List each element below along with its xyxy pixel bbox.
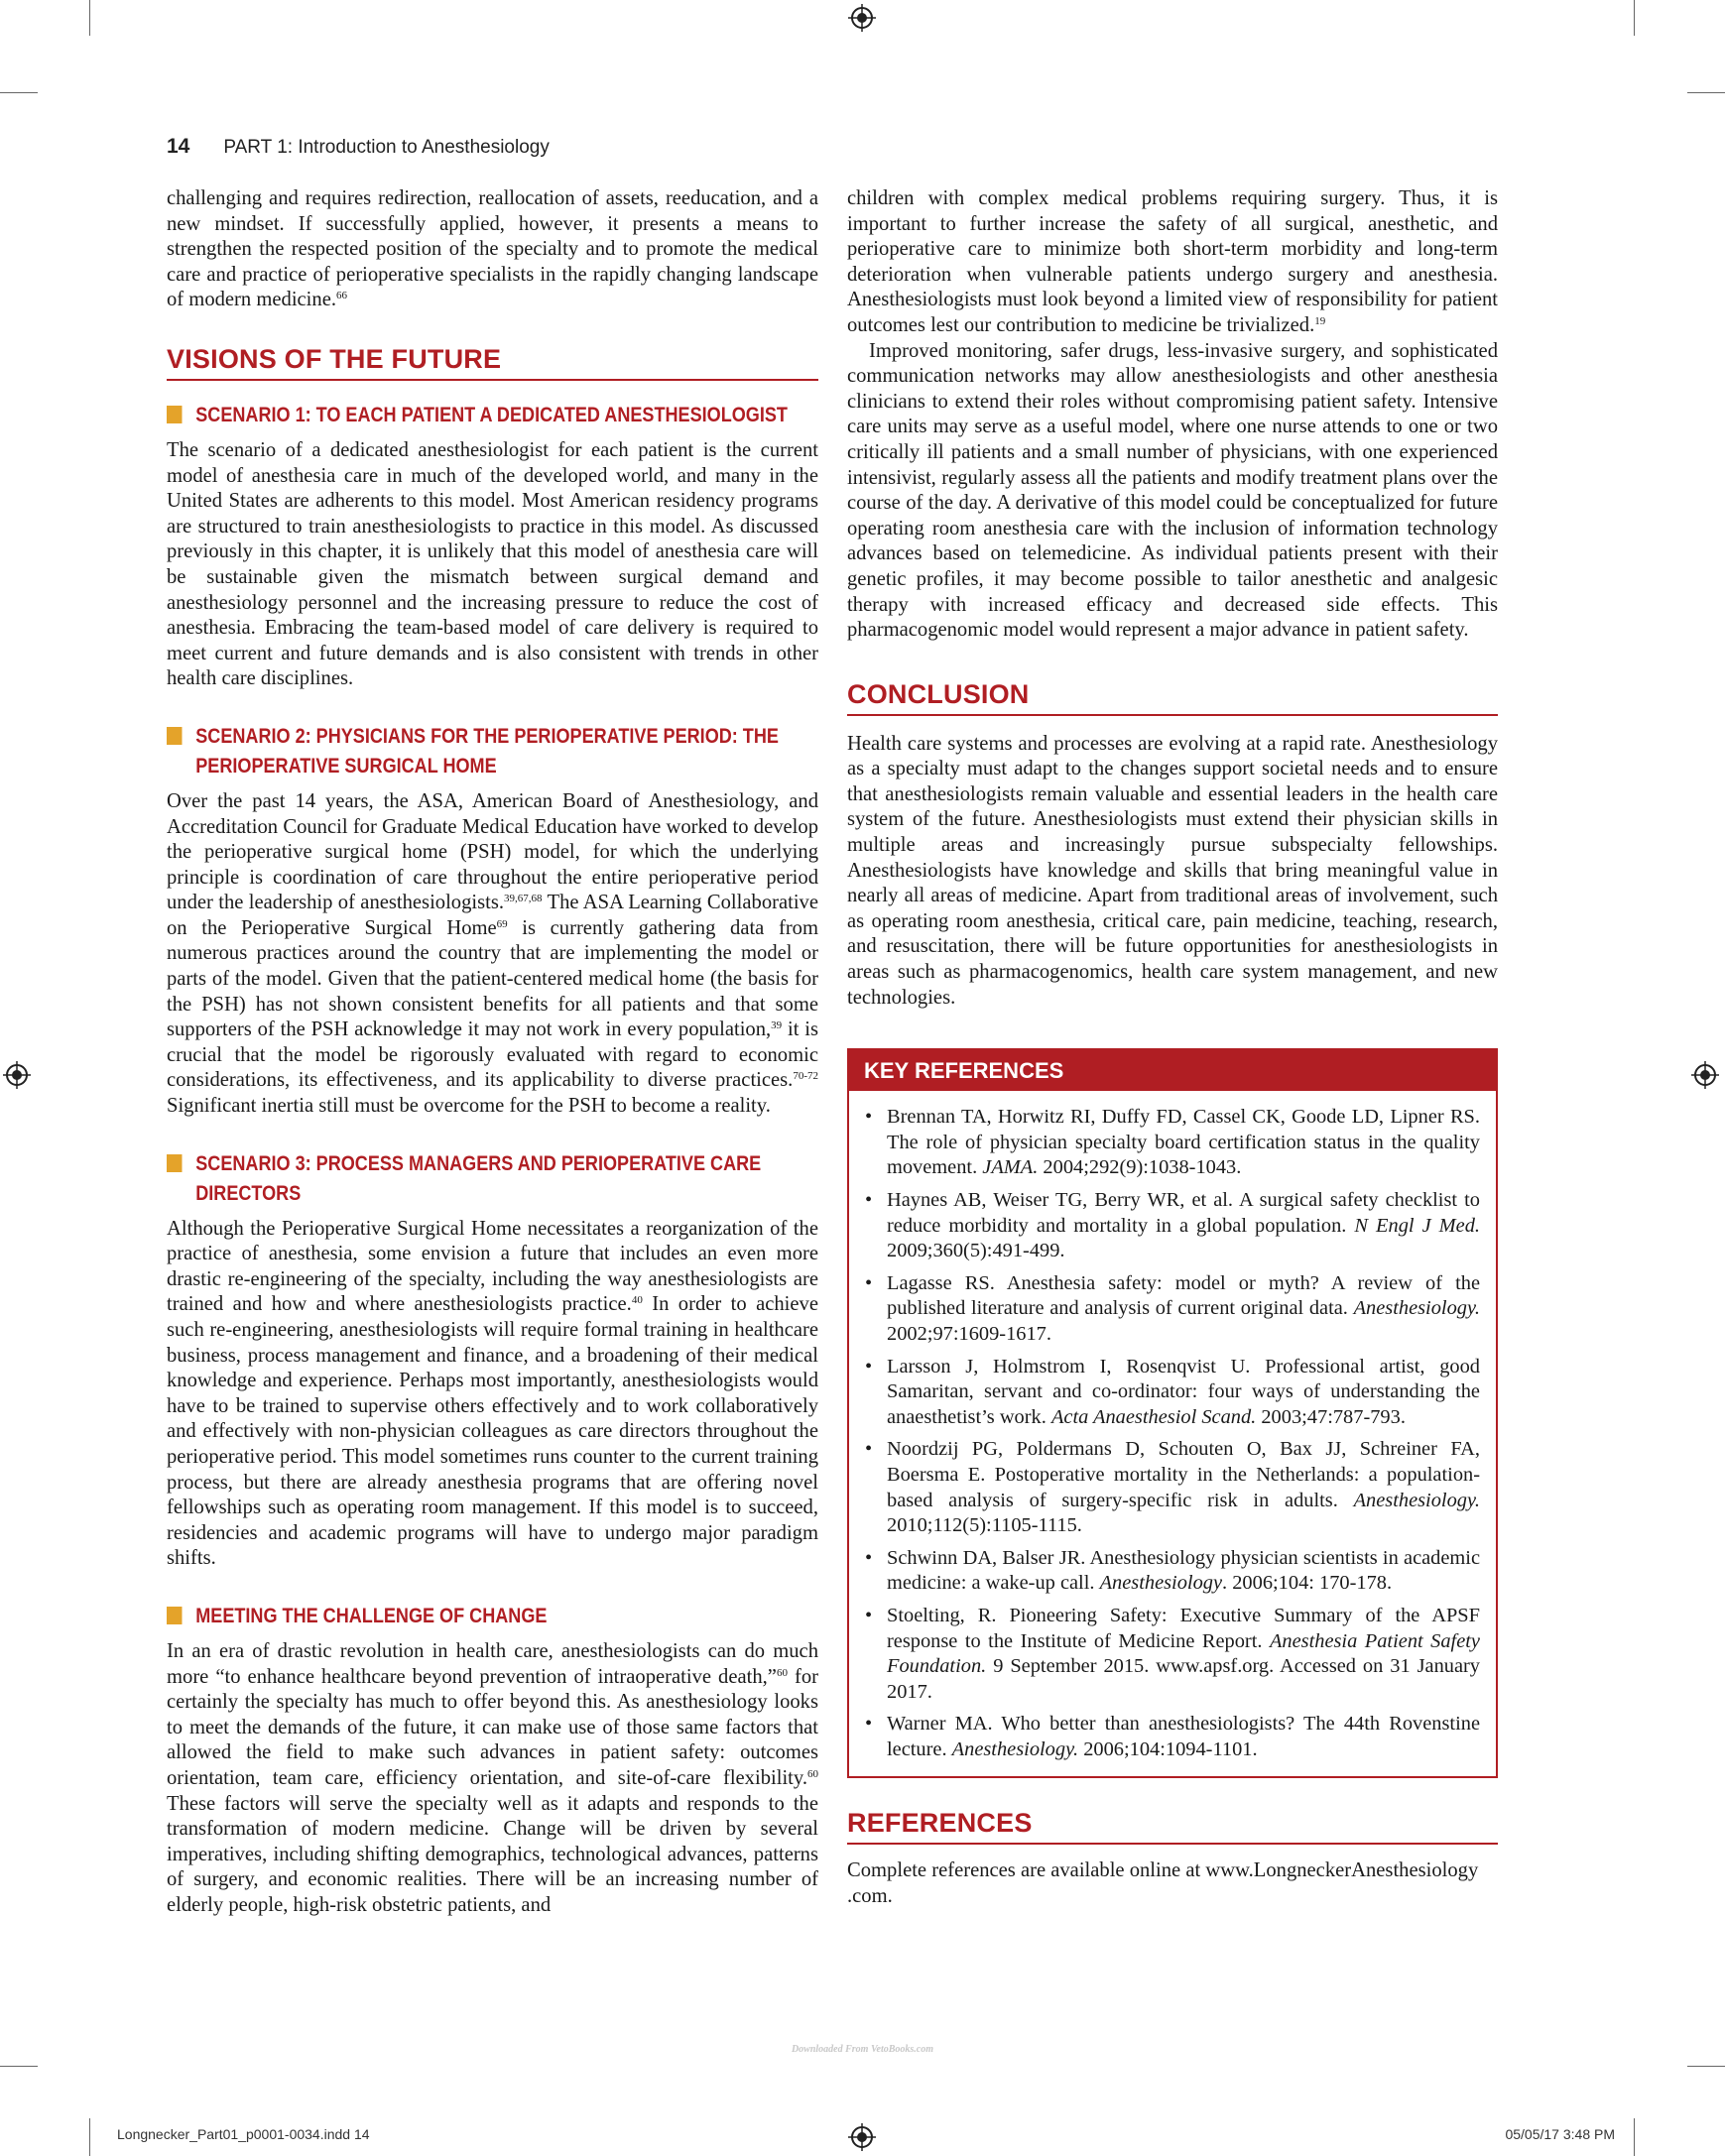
citation: 60 (807, 1767, 818, 1780)
section-heading-visions: VISIONS OF THE FUTURE (167, 344, 818, 381)
running-head (167, 135, 550, 159)
part-title: PART 1: Introduction to Anesthesiology (223, 137, 550, 158)
key-reference-item: • Lagasse RS. Anesthesia safety: model or myth? A review of the published literature and analysis of current original data. Anesthesiology. 2002;97:1609-1617. (865, 1271, 1480, 1348)
registration-mark-icon (848, 4, 876, 32)
subheading-challenge: MEETING THE CHALLENGE OF CHANGE (167, 1602, 815, 1631)
subheading-scenario-2: SCENARIO 2: PHYSICIANS FOR THE PERIOPERATIVE PERIOD: THE PERIOPERATIVE SURGICAL HOME (167, 722, 815, 781)
intro-paragraph: challenging and requires redirection, reallocation of assets, reeducation, and a new mindset. If successfully applied, however, it presents a means to strengthen the respected position of the specialty and to promote the medical care and practice of perioperative specialists in the rapidly changing landscape of modern medicine.$^{66}$ (167, 187, 818, 311)
crop-mark (89, 0, 90, 36)
crop-mark (89, 2118, 90, 2156)
key-references-list (849, 1091, 1496, 1776)
key-reference-item: • Haynes AB, Weiser TG, Berry WR, et al. A surgical safety checklist to reduce morbidity and mortality in a global population. N Engl J Med. 2009;360(5):491-499. (865, 1188, 1480, 1264)
key-reference-item: • Stoelting, R. Pioneering Safety: Executive Summary of the APSF response to the Institute of Medicine Report. Anesthesia Patient Safety Foundation. 9 September 2015. www.apsf.org. Accessed on 31 January 2017. (865, 1604, 1480, 1705)
crop-mark (1687, 2066, 1725, 2067)
subheading-scenario-1: SCENARIO 1: TO EACH PATIENT A DEDICATED ANESTHESIOLOGIST (167, 401, 815, 430)
citation: 39,67,68 (504, 893, 543, 905)
registration-mark-icon (3, 1061, 31, 1089)
subheading-scenario-3: SCENARIO 3: PROCESS MANAGERS AND PERIOPERATIVE CARE DIRECTORS (167, 1149, 815, 1209)
key-references-box (847, 1048, 1498, 1778)
key-reference-item: • Noordzij PG, Poldermans D, Schouten O, Bax JJ, Schreiner FA, Boersma E. Postoperative mortality in the Netherlands: a population-based analysis of surgery-specific risk in adults. Anesthesiology. 2010;112(5):1105-1115. (865, 1437, 1480, 1538)
page-number: 14 (167, 135, 190, 158)
references-note: Complete references are available online at www.LongneckerAnesthesiology .com. (847, 1859, 1479, 1908)
key-reference-item: • Warner MA. Who better than anesthesiologists? The 44th Rovenstine lecture. Anesthesiology. 2006;104:1094-1101. (865, 1712, 1480, 1762)
section-heading-references: REFERENCES (847, 1808, 1498, 1845)
scenario-1-paragraph: The scenario of a dedicated anesthesiologist for each patient is the current model of anesthesia care in much of the developed world, and many in the United States are adherents to this model. Most American residency programs are structured to train anesthesiologists to practice in this model. As discussed previously in this chapter, it is unlikely that this model of anesthesia care will be sustainable given the mismatch between surgical demand and anesthesiology personnel and the increasing pressure to reduce the cost of anesthesia. Embracing the team-based model of care delivery is required to meet current and future demands and is also consistent with trends in other health care disciplines. (167, 438, 818, 690)
key-reference-item: • Larsson J, Holmstrom I, Rosenqvist U. Professional artist, good Samaritan, servant and co-ordinator: four ways of understanding the anaesthetist’s work. Acta Anaesthesiol Scand. 2003;47:787-793. (865, 1355, 1480, 1431)
registration-mark-icon (848, 2123, 876, 2151)
crop-mark (1634, 2118, 1635, 2156)
citation: 19 (1314, 314, 1326, 327)
scenario-2-paragraph: Over the past 14 years, the ASA, American Board of Anesthesiology, and Accreditation Council for Graduate Medical Education have worked to develop the perioperative surgical home (PSH) model, for which the underlying principle is coordination of care throughout the entire perioperative period under the leadership of anesthesiologists.$^{39,67,68}$ The ASA Learning Collaborative on the Perioperative Surgical Home$^{69}$ is currently gathering data from numerous practices around the country that are implementing the model or parts of the model. Given that the patient-centered medical home (the basis for the PSH) has not shown consistent benefits for all patients and that some supporters of the PSH acknowledge it may not work in every population,$^{39}$ it is crucial that the model be rigorously evaluated with regard to economic considerations, its effectiveness, and its applicability to diverse practices.$^{70-72}$ Significant inertia still must be overcome for the PSH to become a reality. (167, 789, 818, 1118)
registration-mark-icon (1691, 1061, 1719, 1089)
citation: 69 (496, 917, 508, 930)
challenge-paragraph: In an era of drastic revolution in health care, anesthesiologists can do much more “to enhance healthcare beyond prevention of intraoperative death,”$^{60}$ for certainly the specialty has much to offer beyond this. As anesthesiology looks to meet the demands of the future, it can make use of those same factors that allowed the field to make such advances in patient safety: outcomes orientation, team care, efficiency orientation, and site-of-care flexibility.$^{60}$ These factors will serve the specialty well as it adapts and responds to the transformation of modern medicine. Change will be driven by several imperatives, including shifting demographics, technological advances, patterns of surgery, and economic realities. There will be an increasing number of elderly people, high-risk obstetric patients, and (167, 1639, 818, 1916)
heading-square-icon (167, 727, 182, 745)
section-heading-conclusion: CONCLUSION (847, 679, 1498, 716)
heading-square-icon (167, 1154, 182, 1172)
citation: 60 (776, 1666, 788, 1679)
citation: 39 (771, 1019, 783, 1032)
heading-square-icon (167, 406, 182, 423)
citation: 66 (336, 290, 347, 302)
citation: 40 (631, 1294, 643, 1307)
file-slug: Longnecker_Part01_p0001-0034.indd 14 (117, 2126, 370, 2142)
citation: 70-72 (793, 1070, 818, 1083)
key-reference-item: • Schwinn DA, Balser JR. Anesthesiology physician scientists in academic medicine: a wake-up call. Anesthesiology. 2006;104: 170-178. (865, 1546, 1480, 1597)
crop-mark (0, 92, 38, 93)
left-column (167, 186, 818, 1918)
crop-mark (1687, 92, 1725, 93)
conclusion-paragraph: Health care systems and processes are evolving at a rapid rate. Anesthesiology as a specialty must adapt to the changes support societal needs and to ensure that anesthesiologists remain valuable and essential leaders in the health care system of the future. Anesthesiologists must extend their physician skills in multiple areas and increasingly pursue subspecialty fellowships. Anesthesiologists have knowledge and skills that bring meaningful value in nearly all areas of medicine. Apart from traditional areas of involvement, such as operating room anesthesia, critical care, pain medicine, teaching, research, and resuscitation, there will be future opportunities for anesthesiologists in areas such as pharmacogenomics, health care system management, and new technologies. (847, 732, 1498, 1009)
heading-square-icon (167, 1607, 182, 1624)
right-column (847, 186, 1498, 1910)
crop-mark (1634, 0, 1635, 36)
monitoring-paragraph: Improved monitoring, safer drugs, less-invasive surgery, and sophisticated communication networks may allow anesthesiologists and other anesthesia clinicians to extend their roles without compromising patient safety. Intensive care units may serve as a useful model, where one nurse attends to one or two critically ill patients and a small number of physicians, with one experienced intensivist, regularly assess all the patients and modify treatment plans over the course of the day. A derivative of this model could be conceptualized for future operating room anesthesia care with the inclusion of information technology advances based on telemedicine. As individual patients present with their genetic profiles, it may become possible to tailor anesthetic and analgesic therapy with increased efficacy and decreased side effects. This pharmacogenomic model would represent a major advance in patient safety. (847, 339, 1498, 642)
print-timestamp: 05/05/17 3:48 PM (1505, 2126, 1615, 2142)
scenario-3-paragraph: Although the Perioperative Surgical Home necessitates a reorganization of the practice of anesthesia, some envision a future that includes an even more drastic re-engineering of the specialty, including the way anesthesiologists are trained and how and where anesthesiologists practice.$^{40}$ In order to achieve such re-engineering, anesthesiologists will require formal training in healthcare business, process management and finance, and a broadening of their medical knowledge and experience. Perhaps most importantly, anesthesiologists would have to be trained to supervise others effectively and to work collaboratively and effectively with non-physician colleagues as care directors throughout the perioperative period. This model sometimes runs counter to the current training process, but there are already anesthesia programs that are offering novel fellowships such as operating room management. If this model is to succeed, residencies and academic programs will have to undergo major paradigm shifts. (167, 1217, 818, 1570)
key-reference-item: • Brennan TA, Horwitz RI, Duffy FD, Cassel CK, Goode LD, Lipner RS. The role of physician specialty board certification status in the quality movement. JAMA. 2004;292(9):1038-1043. (865, 1105, 1480, 1181)
continuation-paragraph: children with complex medical problems requiring surgery. Thus, it is important to further increase the safety of all surgical, anesthetic, and perioperative care to minimize both short-term morbidity and long-term deterioration when vulnerable patients undergo surgery and anesthesia. Anesthesiologists must look beyond a limited view of responsibility for patient outcomes lest our contribution to medicine be trivialized.$^{19}$ (847, 187, 1498, 336)
key-references-title: KEY REFERENCES (849, 1050, 1496, 1091)
watermark: Downloaded From VetoBooks.com (791, 2044, 934, 2055)
crop-mark (0, 2066, 38, 2067)
